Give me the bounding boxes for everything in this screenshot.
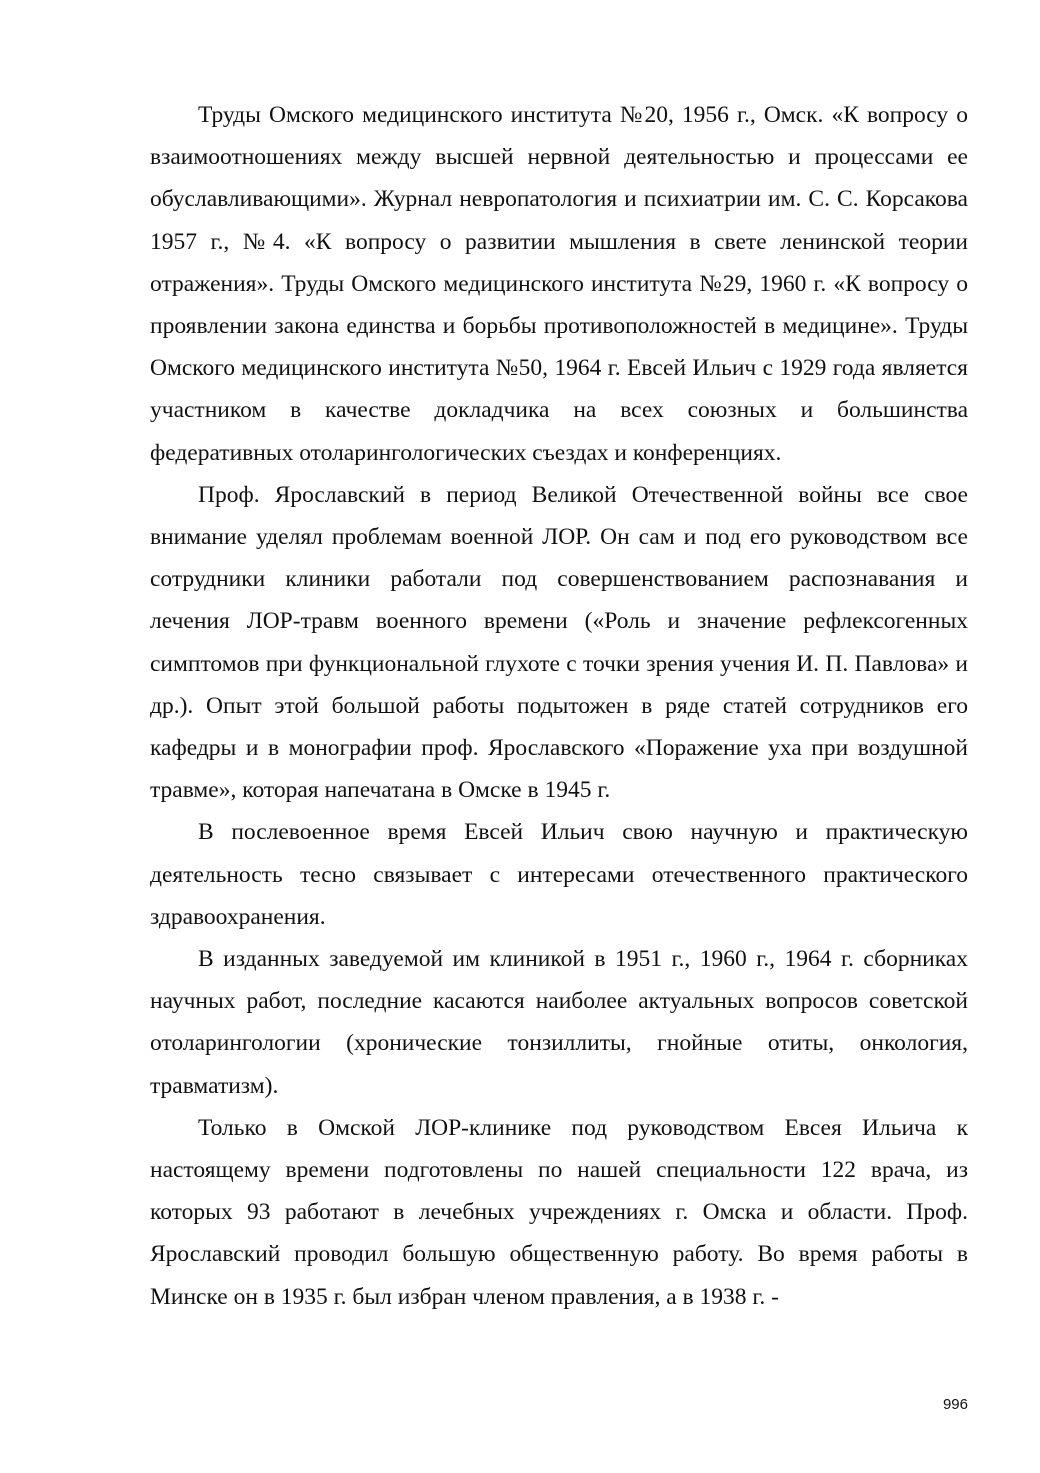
paragraph-war-period: Проф. Ярославский в период Великой Отечественной войны все свое внимание уделял проблемам военной ЛОР. Он сам и под его руководством все сотрудники клиники работали под совершенствованием распознавания и лечения ЛОР-травм военного времени («Роль и значение рефлексогенных симптомов при функциональной глухоте с точки зрения учения И. П. Павлова» и др.). Опыт этой большой работы подытожен в ряде статей сотрудников его кафедры и в монографии проф. Ярославского «Поражение уха при воздушной травме», которая напечатана в Омске в 1945 г. <box>150 481 968 804</box>
paragraph-postwar: В послевоенное время Евсей Ильич свою научную и практическую деятельность тесно связывает с интересами отечественного практического здравоохранения. <box>150 819 968 930</box>
page-number: 996 <box>942 1396 968 1413</box>
body-text <box>150 94 968 1318</box>
paragraph-training: Только в Омской ЛОР-клинике под руководством Евсея Ильича к настоящему времени подготовлены по нашей специальности 122 врача, из которых 93 работают в лечебных учреждениях г. Омска и области. Проф. Ярославский проводил большую общественную работу. Во время работы в Минске он в 1935 г. был избран членом правления, а в 1938 г. - <box>150 1114 968 1310</box>
paragraph-collections: В изданных заведуемой им клиникой в 1951 г., 1960 г., 1964 г. сборниках научных работ, последние касаются наиболее актуальных вопросов советской отоларингологии (хронические тонзиллиты, гнойные отиты, онкология, травматизм). <box>150 946 968 1099</box>
paragraph-publications: Труды Омского медицинского института №20, 1956 г., Омск. «К вопросу о взаимоотношениях между высшей нервной деятельностью и процессами ее обуславливающими». Журнал невропатология и психиатрии им. С. С. Корсакова 1957 г., №4. «К вопросу о развитии мышления в свете ленинской теории отражения». Труды Омского медицинского института №29, 1960 г. «К вопросу о проявлении закона единства и борьбы противоположностей в медицине». Труды Омского медицинского института №50, 1964 г. Евсей Ильич с 1929 года является участником в качестве докладчика на всех союзных и большинства федеративных отоларингологических съездах и конференциях. <box>150 102 968 466</box>
